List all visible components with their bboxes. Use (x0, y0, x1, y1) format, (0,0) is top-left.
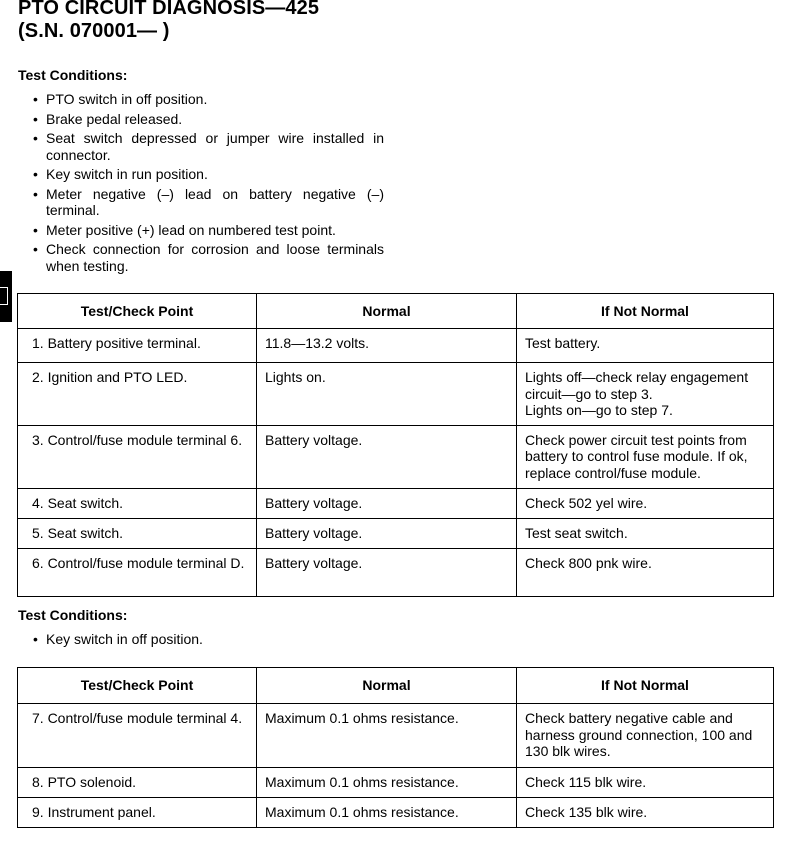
condition-item: • Key switch in run position. (32, 166, 384, 183)
cell-if-not-normal: Test battery. (517, 329, 774, 363)
cell-normal: Lights on. (257, 363, 517, 426)
header-test-check-point: Test/Check Point (18, 668, 257, 704)
cell-if-not-normal: Check battery negative cable and harness ground connection, 100 and 130 blk wires. (517, 704, 774, 768)
check-point-label: 9. Instrument panel. (32, 804, 156, 820)
table-row (18, 425, 774, 488)
test-conditions-heading-2: Test Conditions: (18, 607, 128, 623)
cell-normal: 11.8—13.2 volts. (257, 329, 517, 363)
header-normal: Normal (257, 294, 517, 329)
page-tab-marker (0, 271, 12, 322)
table-row (18, 488, 774, 518)
cell-normal: Battery voltage. (257, 548, 517, 596)
cell-if-not-normal: Check 800 pnk wire. (517, 548, 774, 596)
condition-item: • PTO switch in off position. (32, 91, 384, 108)
cell-if-not-normal: Test seat switch. (517, 518, 774, 548)
test-conditions-list-1 (32, 91, 384, 277)
check-table-1 (17, 293, 774, 597)
check-point-label: 7. Control/fuse module terminal 4. (32, 710, 243, 726)
title-line-1: PTO CIRCUIT DIAGNOSIS—425 (18, 0, 320, 19)
check-point-label: 1. Battery positive terminal. (32, 335, 201, 351)
table-header-row (18, 668, 774, 704)
condition-item: • Seat switch depressed or jumper wire installed in connector. (32, 130, 384, 163)
cell-if-not-normal: Check 115 blk wire. (517, 768, 774, 798)
cell-if-not-normal: Check power circuit test points from battery to control fuse module. If ok, replace control/fuse module. (517, 425, 774, 488)
condition-item: • Key switch in off position. (32, 631, 384, 648)
header-test-check-point: Test/Check Point (18, 294, 257, 329)
condition-item: • Brake pedal released. (32, 111, 384, 128)
cell-test-check-point (18, 798, 257, 828)
cell-test-check-point (18, 363, 257, 426)
test-conditions-list-2 (32, 631, 384, 651)
table-row (18, 329, 774, 363)
cell-test-check-point (18, 548, 257, 596)
cell-normal: Battery voltage. (257, 518, 517, 548)
cell-test-check-point (18, 704, 257, 768)
cell-test-check-point (18, 329, 257, 363)
check-point-label: 4. Seat switch. (32, 494, 124, 511)
cell-normal: Maximum 0.1 ohms resistance. (257, 798, 517, 828)
cell-if-not-normal: Lights off—check relay engagement circuit—go to step 3. Lights on—go to step 7. (517, 363, 774, 426)
condition-item: • Check connection for corrosion and loose terminals when testing. (32, 241, 384, 274)
cell-test-check-point (18, 518, 257, 548)
tab-glyph-icon (0, 287, 8, 305)
table-row (18, 518, 774, 548)
table-row (18, 768, 774, 798)
cell-normal: Battery voltage. (257, 488, 517, 518)
table-row (18, 704, 774, 768)
check-point-label: 3. Control/fuse module terminal 6. (32, 431, 243, 448)
page-title (18, 0, 319, 43)
condition-item: • Meter negative (–) lead on battery negative (–) terminal. (32, 186, 384, 219)
cell-normal: Maximum 0.1 ohms resistance. (257, 768, 517, 798)
test-conditions-heading-1: Test Conditions: (18, 67, 128, 83)
cell-if-not-normal: Check 135 blk wire. (517, 798, 774, 828)
cell-test-check-point (18, 768, 257, 798)
header-if-not-normal: If Not Normal (517, 294, 774, 329)
cell-if-not-normal: Check 502 yel wire. (517, 488, 774, 518)
header-normal: Normal (257, 668, 517, 704)
cell-normal: Battery voltage. (257, 425, 517, 488)
check-point-label: 5. Seat switch. (32, 524, 124, 541)
table-row (18, 548, 774, 596)
check-point-label: 8. PTO solenoid. (32, 774, 137, 790)
table-header-row (18, 294, 774, 329)
check-point-label: 2. Ignition and PTO LED. (32, 369, 188, 385)
condition-item: • Meter positive (+) lead on numbered test point. (32, 222, 384, 239)
table-row (18, 363, 774, 426)
cell-test-check-point (18, 425, 257, 488)
cell-test-check-point (18, 488, 257, 518)
title-line-2: (S.N. 070001— ) (18, 20, 170, 42)
cell-normal: Maximum 0.1 ohms resistance. (257, 704, 517, 768)
table-row (18, 798, 774, 828)
header-if-not-normal: If Not Normal (517, 668, 774, 704)
check-table-2 (17, 667, 774, 828)
check-point-label: 6. Control/fuse module terminal D. (32, 554, 245, 571)
